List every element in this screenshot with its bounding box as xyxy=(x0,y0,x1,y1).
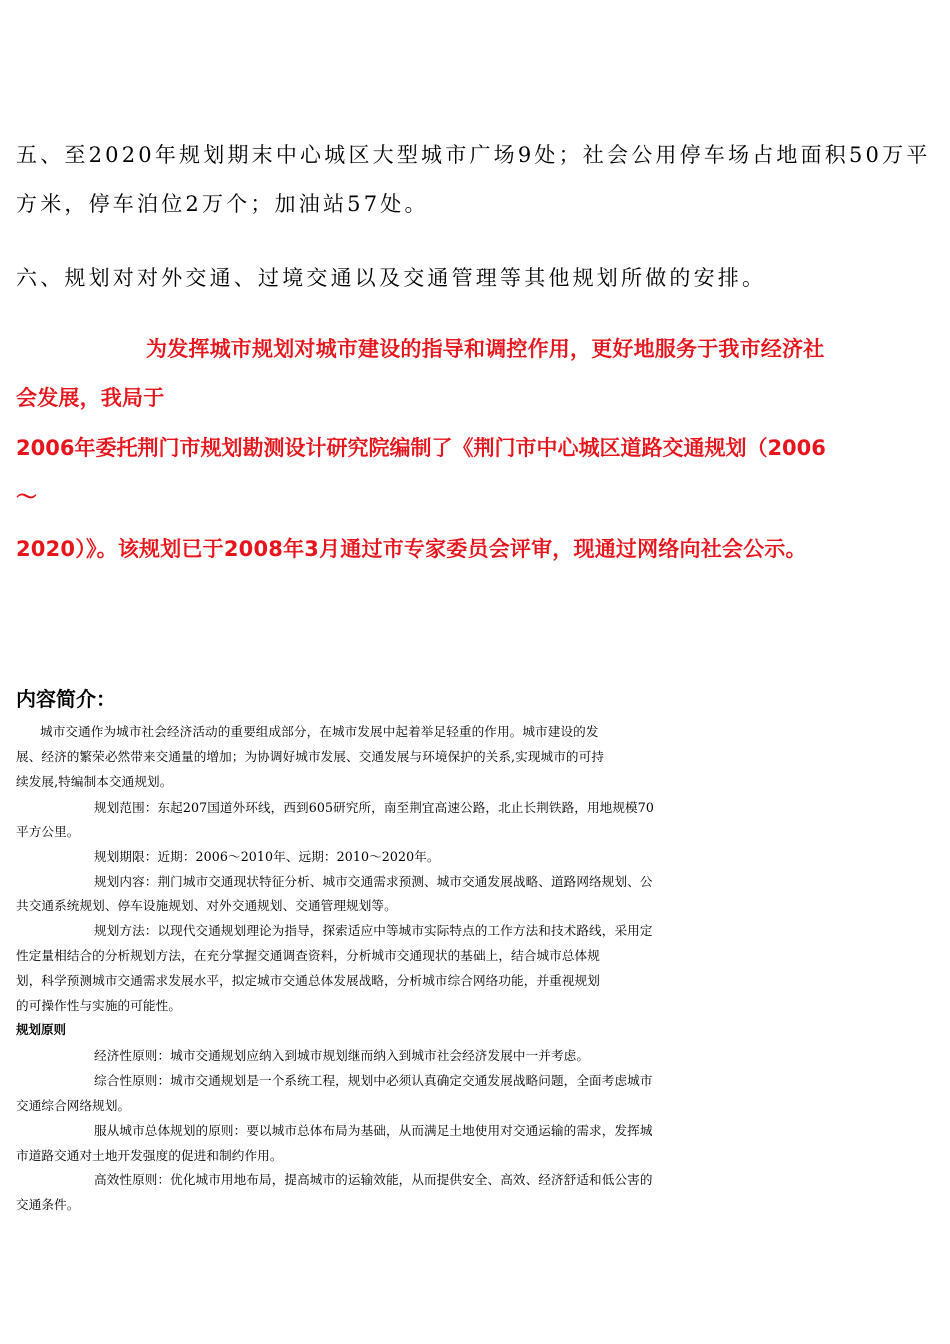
summary-line: 规划内容：荆门城市交通现状特征分析、城市交通需求预测、城市交通发展战略、道路网络规划、公 xyxy=(94,874,653,889)
principle-line: 服从城市总体规划的原则：要以城市总体布局为基础，从而满足土地使用对交通运输的需求，发挥城 xyxy=(94,1123,653,1138)
notice-line1: 为发挥城市规划对城市建设的指导和调控作用，更好地服务于我市经济社 xyxy=(146,337,825,361)
para5-line2: 方米，停车泊位2万个；加油站57处。 xyxy=(16,192,429,216)
summary-line: 城市交通作为城市社会经济活动的重要组成部分，在城市发展中起着举足轻重的作用。城市建设的发 xyxy=(40,724,599,739)
principles-heading: 规划原则 xyxy=(16,1022,67,1037)
principle-line: 市道路交通对土地开发强度的促进和制约作用。 xyxy=(16,1148,283,1163)
summary-line: 性定量相结合的分析规划方法，在充分掌握交通调查资料，分析城市交通现状的基础上，结合城市总体规 xyxy=(16,948,600,963)
principle-line: 交通综合网络规划。 xyxy=(16,1098,131,1113)
principle-line: 交通条件。 xyxy=(16,1197,80,1212)
notice-line4: ～ xyxy=(16,485,38,509)
summary-line: 平方公里。 xyxy=(16,824,80,839)
para5-line1: 五、至2020年规划期末中心城区大型城市广场9处；社会公用停车场占地面积50万平 xyxy=(16,143,931,167)
summary-line: 划，科学预测城市交通需求发展水平，拟定城市交通总体发展战略，分析城市综合网络功能，并重视规划 xyxy=(16,973,600,988)
summary-line: 展、经济的繁荣必然带来交通量的增加；为协调好城市发展、交通发展与环境保护的关系,实现城市的可持 xyxy=(16,749,605,764)
notice-line3: 2006年委托荆门市规划勘测设计研究院编制了《荆门市中心城区道路交通规划（2006 xyxy=(16,436,826,460)
summary-line: 的可操作性与实施的可能性。 xyxy=(16,998,182,1013)
notice-line2: 会发展，我局于 xyxy=(16,386,165,410)
principle-line: 综合性原则：城市交通规划是一个系统工程，规划中必须认真确定交通发展战略问题，全面考虑城市 xyxy=(94,1073,653,1088)
summary-line: 规划期限：近期：2006～2010年、远期：2010～2020年。 xyxy=(94,849,440,864)
summary-line: 规划范围：东起207国道外环线，西到605研究所，南至荆宜高速公路，北止长荆铁路，用地规模70 xyxy=(94,800,654,815)
principle-line: 经济性原则：城市交通规划应纳入到城市规划继而纳入到城市社会经济发展中一并考虑。 xyxy=(94,1048,590,1063)
principle-line: 高效性原则：优化城市用地布局，提高城市的运输效能，从而提供安全、高效、经济舒适和低公害的 xyxy=(94,1172,653,1187)
summary-line: 规划方法：以现代交通规划理论为指导，探索适应中等城市实际特点的工作方法和技术路线，采用定 xyxy=(94,923,653,938)
summary-heading: 内容简介： xyxy=(16,687,116,711)
paragraph-six: 六、规划对对外交通、过境交通以及交通管理等其他规划所做的安排。 xyxy=(16,266,767,290)
summary-line: 续发展,特编制本交通规划。 xyxy=(16,774,173,789)
notice-line5: 2020）》。该规划已于2008年3月通过市专家委员会评审，现通过网络向社会公示。 xyxy=(16,537,807,561)
summary-line: 共交通系统规划、停车设施规划、对外交通规划、交通管理规划等。 xyxy=(16,898,397,913)
